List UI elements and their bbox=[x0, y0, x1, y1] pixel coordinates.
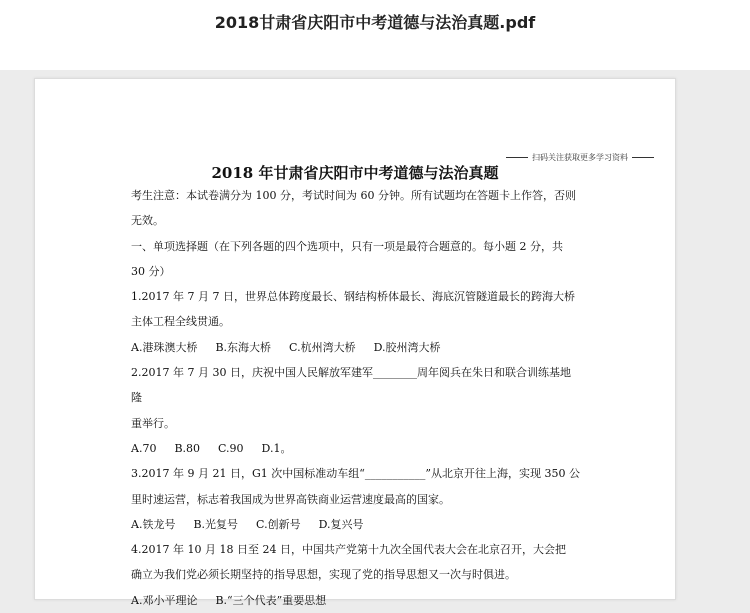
notice-line: 无效。 bbox=[131, 214, 164, 228]
option: D.胶州湾大桥 bbox=[373, 340, 441, 354]
question-1-text: 1.2017 年 7 月 7 日，世界总体跨度最长、钢结构桥体最长、海底沉管隧道最长的跨海大桥 bbox=[131, 290, 575, 304]
option: C.创新号 bbox=[256, 517, 301, 531]
option: A.铁龙号 bbox=[131, 517, 176, 531]
option: D.复兴号 bbox=[318, 517, 364, 531]
question-2-options bbox=[131, 436, 581, 461]
option: D.1。 bbox=[261, 441, 292, 455]
document-title: 2018 年甘肃省庆阳市中考道德与法治真题 bbox=[211, 164, 499, 182]
option: B.80 bbox=[174, 441, 201, 455]
option: C.90 bbox=[218, 441, 244, 455]
option: C.杭州湾大桥 bbox=[289, 340, 356, 354]
option: A.邓小平理论 bbox=[131, 593, 198, 607]
question-3-text: 3.2017 年 9 月 21 日，G1 次中国标准动车组“___________”从北京开往上海，实现 350 公 bbox=[131, 467, 580, 481]
viewer-header bbox=[0, 0, 750, 70]
option: A.港珠澳大桥 bbox=[131, 340, 198, 354]
pdf-page bbox=[34, 78, 676, 607]
promo-dash-left bbox=[506, 157, 528, 158]
option: A.70 bbox=[131, 441, 157, 455]
document-body bbox=[131, 183, 581, 613]
notice-line: 考生注意：本试卷满分为 100 分，考试时间为 60 分钟。所有试题均在答题卡上作答，否则 bbox=[131, 189, 576, 202]
question-4-text: 4.2017 年 10 月 18 日至 24 日，中国共产党第十九次全国代表大会在北京召开，大会把 bbox=[131, 543, 566, 557]
question-4-text: 确立为我们党必须长期坚持的指导思想，实现了党的指导思想又一次与时俱进。 bbox=[131, 568, 516, 582]
question-1-options bbox=[131, 335, 581, 360]
question-1-text: 主体工程全线贯通。 bbox=[131, 315, 230, 329]
promo-text: 扫码关注获取更多学习资料 bbox=[532, 153, 628, 162]
question-3-text: 里时速运营，标志着我国成为世界高铁商业运营速度最高的国家。 bbox=[131, 492, 450, 506]
file-title: 2018甘肃省庆阳市中考道德与法治真题.pdf bbox=[214, 13, 536, 32]
section-heading: 30 分） bbox=[131, 264, 171, 278]
option: B.光复号 bbox=[193, 517, 239, 531]
option: B.“三个代表”重要思想 bbox=[215, 593, 327, 607]
question-3-options bbox=[131, 512, 581, 537]
promo-dash-right bbox=[632, 157, 654, 158]
question-4-options bbox=[131, 588, 581, 613]
section-heading: 一、单项选择题（在下列各题的四个选项中，只有一项是最符合题意的。每小题 2 分，共 bbox=[131, 239, 563, 253]
question-2-text: 重举行。 bbox=[131, 416, 175, 430]
question-2-text: 2.2017 年 7 月 30 日，庆祝中国人民解放军建军________周年阅兵在朱日和联合训练基地隆 bbox=[131, 366, 571, 405]
option: B.东海大桥 bbox=[215, 340, 272, 354]
